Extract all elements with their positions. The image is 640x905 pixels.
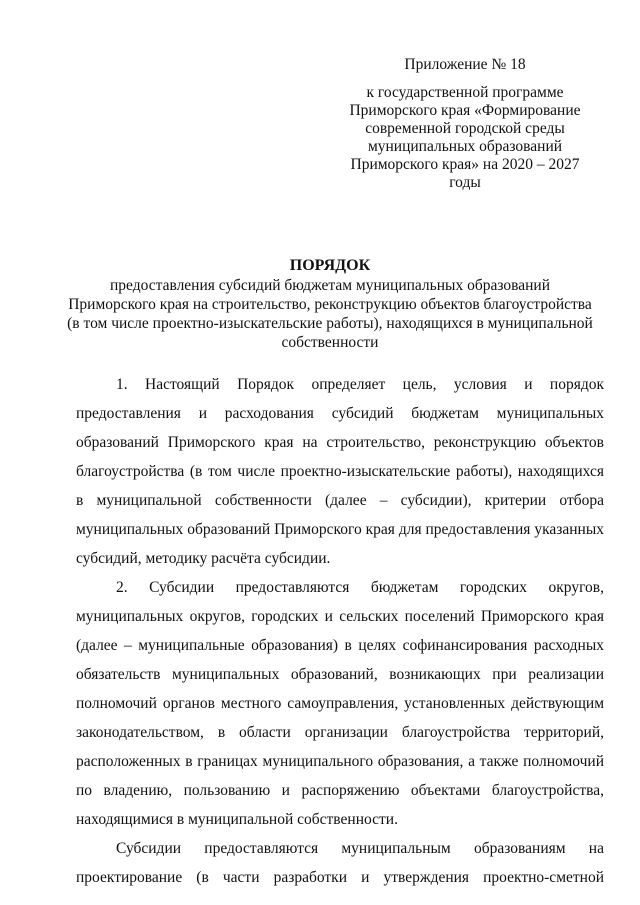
appendix-header <box>330 56 600 192</box>
appendix-line: годы <box>449 174 481 191</box>
paragraph-2: 2. Субсидии предоставляются бюджетам городских округов, муниципальных округов, городских и сельских поселений Приморского края (далее – муниципальные образования) в целях софинансирования расходных обязательств муниципальных образований, возникающих при реализации полномочий органов местного самоуправления, установленных действующим законодательством, в области организации благоустройства территорий, расположенных в границах муниципального образования, а также полномочий по владению, пользованию и распоряжению объектами благоустройства, находящимися в муниципальной собственности. <box>76 579 604 828</box>
appendix-line: муниципальных образований <box>367 138 563 155</box>
document-body <box>76 370 604 892</box>
document-title: ПОРЯДОК <box>289 257 371 274</box>
appendix-line: Приморского края» на 2020 – 2027 <box>350 156 580 173</box>
paragraph-1: 1. Настоящий Порядок определяет цель, условия и порядок предоставления и расходования субсидий бюджетам муниципальных образований Приморского края на строительство, реконструкцию объектов благоустройства (в том числе проектно-изыскательские работы), находящихся в муниципальной собственности (далее – субсидии), критерии отбора муниципальных образований Приморского края для предоставления указанных субсидий, методику расчёта субсидии. <box>76 376 604 567</box>
document-title-block <box>60 256 600 352</box>
subtitle-line: Приморского края на строительство, реконструкцию объектов благоустройства <box>68 296 592 313</box>
appendix-line: Приморского края «Формирование <box>349 102 581 119</box>
subtitle-line: предоставления субсидий бюджетам муниципальных образований <box>109 277 550 294</box>
paragraph-3: Субсидии предоставляются муниципальным образованиям на проектирование (в части разработки и утверждения проектно-сметной <box>76 840 604 886</box>
appendix-number: Приложение № 18 <box>404 56 526 73</box>
appendix-line: к государственной программе <box>366 84 564 101</box>
appendix-line: современной городской среды <box>365 120 565 137</box>
subtitle-line: собственности <box>281 334 379 351</box>
subtitle-line: (в том числе проектно-изыскательские работы), находящихся в муниципальной <box>67 315 593 332</box>
